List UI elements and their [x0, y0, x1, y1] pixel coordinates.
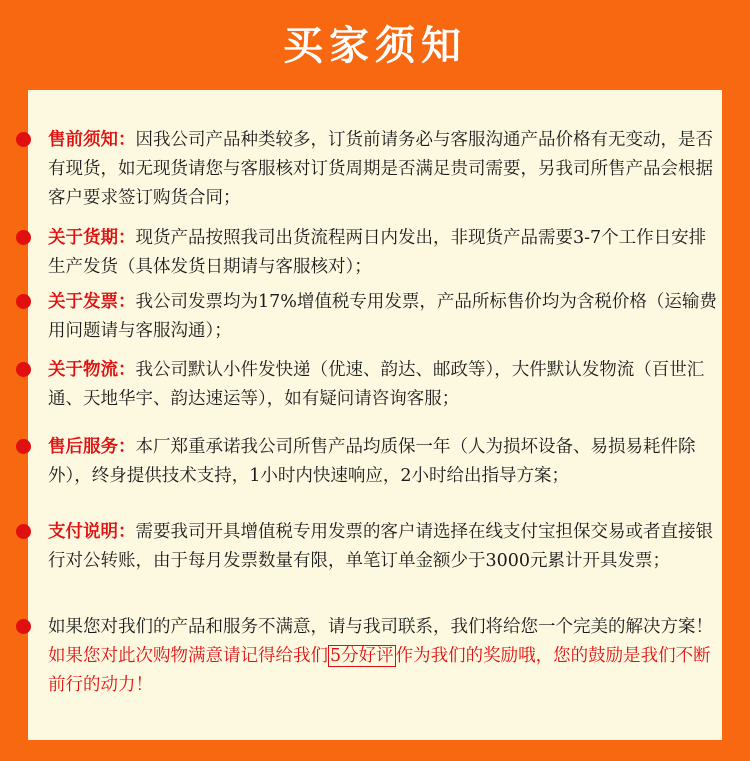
bullet-icon	[16, 439, 31, 454]
review-request: 如果您对此次购物满意请记得给我们	[48, 646, 328, 666]
section-invoice	[48, 288, 718, 346]
section-aftersale	[48, 433, 718, 491]
page-title: 买家须知	[283, 22, 467, 69]
section-text: 我公司默认小件发快递（优速、韵达、邮政等），大件默认发物流（百世汇通、天地华宇、韵达速运等），如有疑问请咨询客服；	[48, 360, 705, 409]
section-text: 因我公司产品种类较多，订货前请务必与客服沟通产品价格有无变动，是否有现货，如无现货请您与客服核对订货周期是否满足贵司需要，另我司所售产品会根据客户要求签订购货合同；	[48, 130, 713, 208]
section-label: 售前须知：	[48, 130, 136, 150]
bullet-icon	[16, 619, 31, 634]
five-star-review-badge: 5分好评	[330, 646, 394, 666]
bullet-icon	[16, 524, 31, 539]
bullet-icon	[16, 294, 31, 309]
section-text: 我公司发票均为17%增值税专用发票，产品所标售价均为含税价格（运输费用问题请与客服沟通）；	[48, 292, 717, 341]
section-label: 关于物流：	[48, 360, 136, 380]
bullet-icon	[16, 230, 31, 245]
section-payment	[48, 518, 718, 576]
section-label: 售后服务：	[48, 437, 136, 457]
review-request-tail: 作为我们的奖励哦，您的鼓励是我们不断前行的动力！	[48, 646, 711, 695]
section-delivery	[48, 224, 718, 282]
section-label: 支付说明：	[48, 522, 136, 542]
section-label: 关于发票：	[48, 292, 136, 312]
section-text: 需要我司开具增值税专用发票的客户请选择在线支付宝担保交易或者直接银行对公转账，由于每月发票数量有限，单笔订单金额少于3000元累计开具发票；	[48, 522, 713, 571]
bullet-icon	[16, 362, 31, 377]
section-text: 现货产品按照我司出货流程两日内发出，非现货产品需要3-7个工作日安排生产发货（具体发货日期请与客服核对）；	[48, 228, 707, 277]
section-logistics	[48, 356, 718, 414]
bullet-icon	[16, 132, 31, 147]
section-label: 关于货期：	[48, 228, 136, 248]
closing-text: 如果您对我们的产品和服务不满意，请与我司联系，我们将给您一个完美的解决方案！	[48, 617, 713, 637]
section-presale	[48, 126, 718, 213]
section-text: 本厂郑重承诺我公司所售产品均质保一年（人为损坏设备、易损易耗件除外），终身提供技术支持，1小时内快速响应，2小时给出指导方案；	[48, 437, 696, 486]
closing-note	[48, 613, 718, 700]
